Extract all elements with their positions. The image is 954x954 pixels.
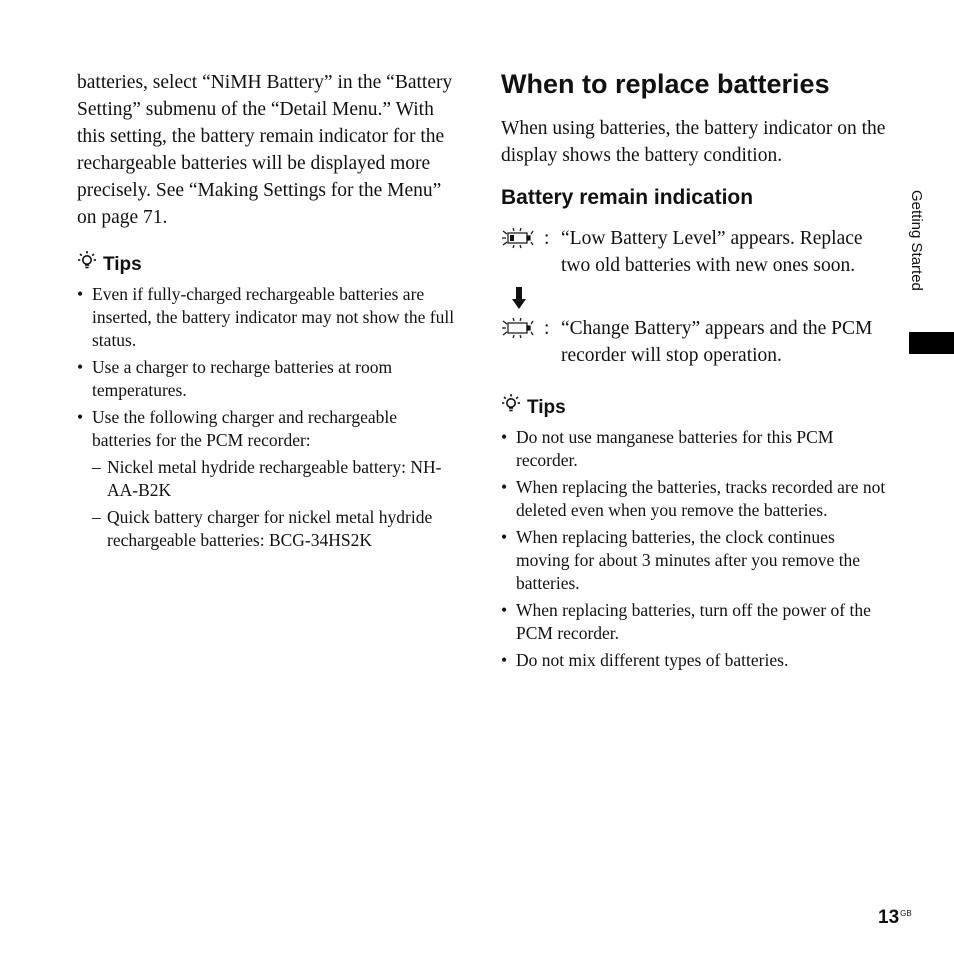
list-item: • Do not mix different types of batteries. [501, 650, 789, 670]
lightbulb-icon [77, 250, 97, 279]
section-marker [909, 332, 954, 354]
page-number: $13^{GB}$ [878, 907, 912, 928]
tips-list [77, 283, 457, 452]
charger-list [77, 456, 457, 552]
list-item: – Quick battery charger for nickel metal hydride rechargeable batteries: BCG-34HS2K [92, 507, 433, 550]
indication-text: “Low Battery Level” appears. Replace two old batteries with new ones soon. [561, 228, 863, 276]
intro-paragraph: batteries, select “NiMH Battery” in the “Battery Setting” submenu of the “Detail Menu.” With this setting, the battery remain indicator for the rechargeable batteries will be displayed more precisely. See “Making Settings for the Menu” on page 71. [77, 72, 453, 228]
left-column [77, 69, 457, 556]
battery-empty-blinking-icon [501, 317, 535, 339]
lightbulb-icon [501, 393, 521, 422]
battery-low-blinking-icon [501, 227, 535, 249]
list-item: • When replacing batteries, the clock continues moving for about 3 minutes after you remove the batteries. [501, 527, 861, 593]
tips-heading [501, 393, 886, 422]
indication-row-low: : “Low Battery Level” appears. Replace two old batteries with new ones soon. [501, 225, 886, 279]
list-item: • When replacing the batteries, tracks recorded are not deleted even when you remove the batteries. [501, 477, 886, 520]
list-item: • Use the following charger and rechargeable batteries for the PCM recorder: [77, 407, 397, 450]
section-heading: When to replace batteries [501, 69, 830, 99]
tips-title: Tips [103, 253, 142, 275]
tips-title: Tips [527, 396, 566, 418]
subsection-heading: Battery remain indication [501, 186, 754, 209]
tips-heading [77, 250, 457, 279]
indication-row-empty: : “Change Battery” appears and the PCM recorder will stop operation. [501, 315, 886, 369]
list-item: • Even if fully-charged rechargeable batteries are inserted, the battery indicator may not show the full status. [77, 284, 455, 350]
arrow-down-icon [512, 287, 526, 309]
list-item: • Use a charger to recharge batteries at room temperatures. [77, 357, 393, 400]
list-item: – Nickel metal hydride rechargeable battery: NH-AA-B2K [92, 457, 442, 500]
tips-list [501, 426, 886, 672]
list-item: • When replacing batteries, turn off the power of the PCM recorder. [501, 600, 871, 643]
section-intro: When using batteries, the battery indicator on the display shows the battery condition. [501, 118, 886, 166]
list-item: • Do not use manganese batteries for this PCM recorder. [501, 427, 834, 470]
indication-text: “Change Battery” appears and the PCM recorder will stop operation. [561, 318, 873, 366]
page-suffix: GB [900, 908, 912, 918]
section-side-tab: Getting Started [908, 190, 925, 291]
right-column [501, 67, 886, 676]
